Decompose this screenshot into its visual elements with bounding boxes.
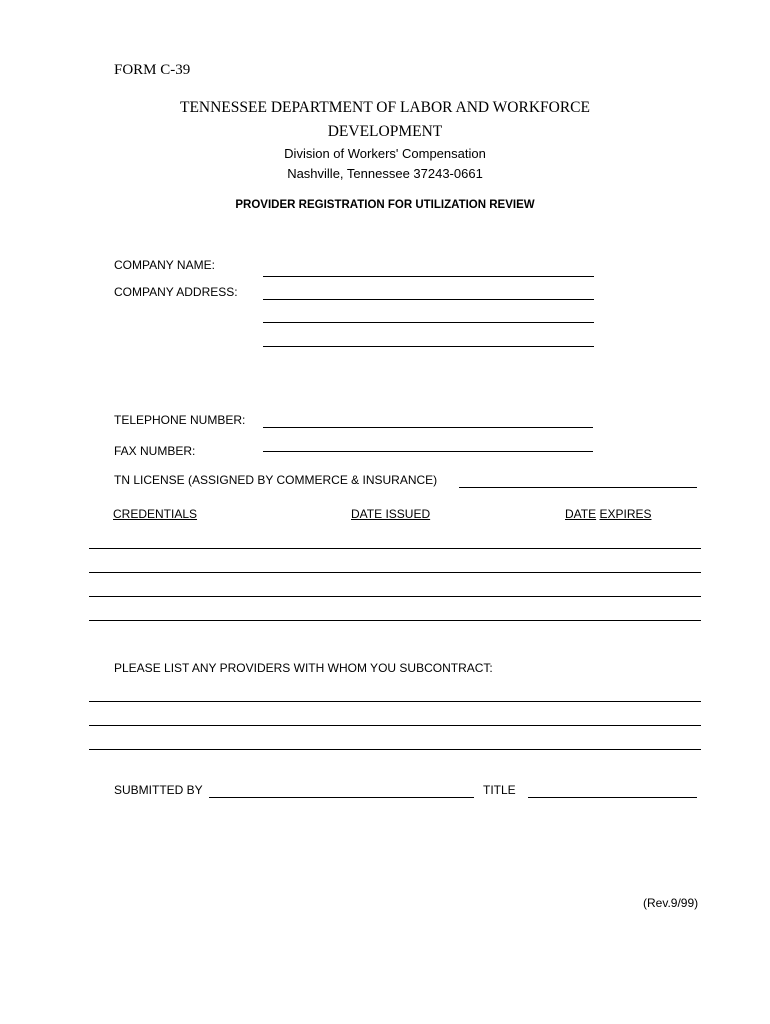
subcontract-line-1[interactable] bbox=[89, 701, 701, 702]
subcontract-line-3[interactable] bbox=[89, 749, 701, 750]
company-address-field-line3[interactable] bbox=[263, 346, 594, 347]
subcontract-line-2[interactable] bbox=[89, 725, 701, 726]
credentials-row-line-1[interactable] bbox=[89, 548, 701, 549]
company-name-label: COMPANY NAME: bbox=[114, 258, 215, 272]
form-title: PROVIDER REGISTRATION FOR UTILIZATION REVIEW bbox=[235, 199, 535, 211]
submitted-by-field[interactable] bbox=[209, 797, 474, 798]
credentials-row-line-3[interactable] bbox=[89, 596, 701, 597]
company-name-field[interactable] bbox=[263, 276, 594, 277]
date-expires-column-header bbox=[565, 507, 652, 521]
telephone-field[interactable] bbox=[263, 427, 593, 428]
company-address-field-line1[interactable] bbox=[263, 299, 594, 300]
division-name: Division of Workers' Compensation bbox=[284, 146, 486, 161]
form-number: FORM C-39 bbox=[114, 62, 191, 78]
credentials-column-header: CREDENTIALS bbox=[113, 507, 198, 521]
tn-license-field[interactable] bbox=[459, 487, 697, 488]
company-address-field-line2[interactable] bbox=[263, 322, 594, 323]
tn-license-label: TN LICENSE (ASSIGNED BY COMMERCE & INSURANCE) bbox=[114, 473, 438, 487]
fax-field[interactable] bbox=[263, 451, 593, 452]
company-address-label: COMPANY ADDRESS: bbox=[114, 285, 238, 299]
agency-name-line1: TENNESSEE DEPARTMENT OF LABOR AND WORKFORCE bbox=[179, 99, 590, 116]
title-label: TITLE bbox=[483, 783, 516, 797]
telephone-label: TELEPHONE NUMBER: bbox=[114, 413, 246, 427]
title-field[interactable] bbox=[528, 797, 697, 798]
submitted-by-label: SUBMITTED BY bbox=[114, 783, 203, 797]
date-expires-word-date: DATE bbox=[565, 507, 597, 521]
agency-name-line2: DEVELOPMENT bbox=[327, 123, 443, 140]
agency-address: Nashville, Tennessee 37243-0661 bbox=[287, 166, 483, 181]
credentials-row-line-2[interactable] bbox=[89, 572, 701, 573]
date-expires-word-expires: EXPIRES bbox=[599, 507, 652, 521]
revision-note: (Rev.9/99) bbox=[643, 896, 699, 910]
fax-label: FAX NUMBER: bbox=[114, 444, 196, 458]
date-issued-column-header: DATE ISSUED bbox=[351, 507, 431, 521]
credentials-row-line-4[interactable] bbox=[89, 620, 701, 621]
subcontract-prompt: PLEASE LIST ANY PROVIDERS WITH WHOM YOU SUBCONTRACT: bbox=[114, 661, 493, 675]
